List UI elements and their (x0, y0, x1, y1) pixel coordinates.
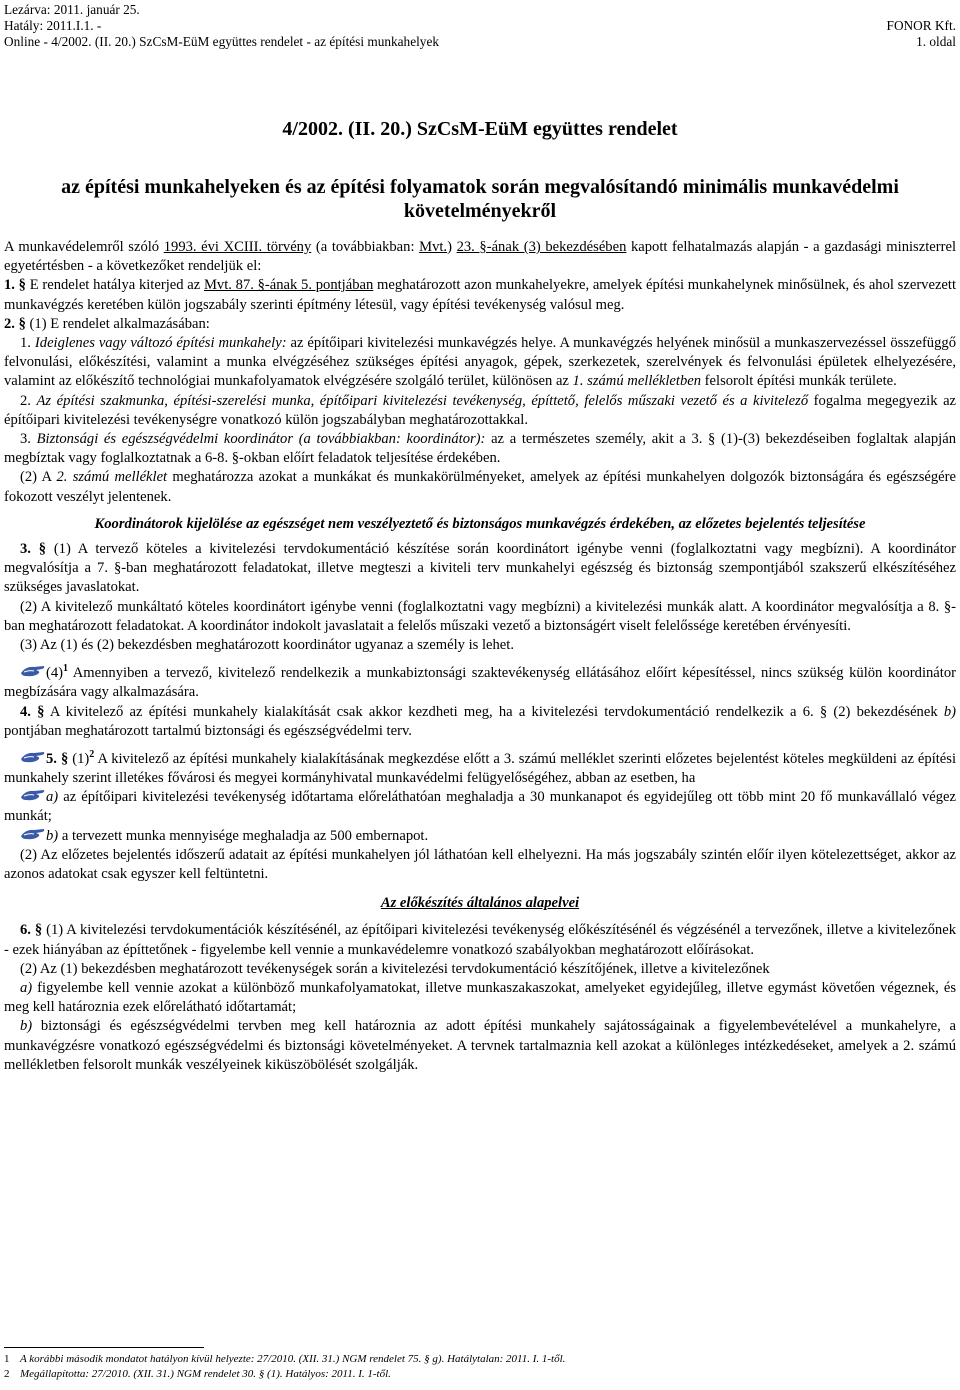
page-subtitle: az építési munkahelyeken és az építési folyamatok során megvalósítandó minimális munkavédelmi követelményekről (61, 176, 899, 222)
section-6-paragraph-2: (2) Az (1) bekezdésben meghatározott tevékenységek során a kivitelezési tervdokumentáció készítőjének, illetve a kivitelezőnek (20, 960, 770, 977)
header-company: FONOR Kft. (886, 18, 956, 33)
footnote-text: A korábbi második mondatot hatályon kívül helyezte: 27/2010. (XII. 31.) NGM rendelet 75. § g). Hatálytalan: 2011. I. 1-től. (20, 1353, 566, 1365)
section-5-paragraph-2: (2) Az előzetes bejelentés időszerű adatait az építési munkahelyen jól láthatóan kell elhelyezni. Ha más jogszabály szintén előír ilyen kötelezettséget, akkor az azonos adatokat csak egyszer kell feltüntetni. (4, 846, 956, 883)
annex-reference: 2. számú melléklet (56, 469, 168, 486)
definition-2 (4, 392, 956, 430)
section-2 (4, 315, 956, 334)
section-text: (1) A kivitelezési tervdokumentációk készítésénél, az építőipari kivitelezési tevékenység előkészítésénél és végzésénél a tervezőnek, illetve a kivitelezőnek - ezek hiányában az építtetőnek - figyelembe kell vennie a munkavédelemre vonatkozó szabályokban meghatározott előírásokat. (4, 922, 956, 958)
section-6 (4, 921, 956, 959)
point-label: b) (46, 827, 59, 844)
section-number: 4. § (20, 703, 45, 720)
definition-text: az építőipari kivitelezési munkavégzés helye. A munkavégzés helyének minősül a munkaszervezéssel összefüggő felvonulási, előkészítési, valamint a munka elvégzéséhez szükséges építési anyagok, gépek, szerkezetek, szerelvények és felvonulási épületek elhelyezésére, valamint az előkészítő technológiai munkafolyamatok elvégzésére szolgáló terület, különösen az (4, 335, 956, 390)
paragraph-text: Amennyiben a tervező, kivitelező rendelkezik a munkabiztonsági szaktevékenység ellátásához előírt képesítéssel, nincs szükség külön koordinátor megbízására vagy alkalmazására. (4, 665, 956, 701)
header-effective: Hatály: 2011.I.1. - (4, 18, 102, 33)
page-title: 4/2002. (II. 20.) SzCsM-EüM együttes rendelet (282, 118, 678, 140)
point-text: figyelembe kell vennie azokat a különböző munkafolyamatokat, illetve munkaszakaszokat, amelyeket egyidejűleg, illetve egymást követően végeznek, és meg kell határoznia ezek előrelátható időtartamát; (4, 980, 956, 1016)
link-mvt[interactable]: Mvt. (419, 239, 448, 255)
section-number: 5. § (46, 750, 69, 767)
section-6-point-b (4, 1017, 956, 1075)
footnote-number: 1 (4, 1353, 10, 1365)
section-2-paragraph-2 (4, 468, 956, 506)
document-body (4, 238, 956, 1075)
point-label: b) (943, 703, 957, 720)
point-text: a tervezett munka mennyisége meghaladja az 500 embernapot. (58, 827, 429, 844)
section-5-point-b (4, 827, 956, 846)
section-5-point-a (4, 788, 956, 826)
point-label: b) (20, 1018, 33, 1035)
amendment-hand-icon[interactable] (20, 664, 46, 678)
definition-text: az a természetes személy, akit a 3. § (1)-(3) bekezdéseiben foglaltak alapján megbíztak vagy foglalkoztatnak a 6-8. §-okban előírt feladatok teljesítése érdekében. (4, 431, 957, 467)
section-3-paragraph-3: (3) Az (1) és (2) bekezdésben meghatározott koordinátor ugyanaz a személy is lehet. (20, 637, 514, 654)
section-5 (4, 745, 956, 788)
section-4 (4, 703, 956, 741)
header-page-number: 1. oldal (916, 34, 956, 49)
link-mvt-23[interactable]: 23. §-ának (3) bekezdésében (456, 239, 627, 255)
section-text: meghatározott azon munkahelyekre, amelyek építési munkahelynek minősülnek, és ahol szervezett munkavégzés keretében külön jogszabály szerinti építmény létesül, vagy építési tevékenység valósul meg. (4, 277, 957, 313)
footnotes (4, 1352, 956, 1382)
item-number: 3. (20, 431, 37, 448)
paragraph-text: (2) A (20, 469, 57, 486)
paragraph-text: meghatározza azokat a munkákat és munkakörülményeket, amelyek az építési munkahelyen dolgozók biztonságára és egészségére fokozott veszélyt jelentenek. (4, 469, 956, 505)
section-3 (4, 540, 956, 598)
point-text: az építőipari kivitelezési tevékenység időtartama előreláthatóan meghaladja a 30 munkanapot és egyidejűleg ott több mint 20 fő munkavállaló végez munkát; (4, 789, 956, 825)
definition-3 (4, 430, 956, 468)
item-number: 1. (20, 335, 35, 352)
paragraph-text: (4) (46, 665, 64, 682)
section-text: pontjában meghatározott tartalmú biztonsági és egészségvédelmi terv. (4, 722, 412, 739)
amendment-hand-icon[interactable] (20, 827, 46, 841)
link-act-1993[interactable]: 1993. évi XCIII. törvény (163, 239, 312, 255)
preamble-text: (a továbbiakban: (311, 239, 420, 255)
footnote-2 (4, 1367, 956, 1382)
section-6-point-a (4, 979, 956, 1017)
amendment-hand-icon[interactable] (20, 788, 46, 802)
section-text: A kivitelező az építési munkahely kialakításának megkezdése előtt a 3. számú melléklet szerinti előzetes bejelentést köteles megküldeni az építési munkahely szerint illetékes fővárosi és megyei kormányhivatal munkavédelmi felügyelőségéhez, abban az esetben, ha (4, 750, 957, 786)
definition-1 (4, 334, 956, 392)
defined-term: Az építési szakmunka, építési-szerelési munka, építőipari kivitelezési tevékenység, építtető, felelős műszaki vezető és a kivitelező (36, 392, 809, 409)
point-label: a) (46, 789, 59, 806)
section-number: 1. § (4, 277, 26, 294)
footnote-divider (4, 1347, 204, 1348)
section-number: 3. § (20, 541, 47, 558)
footnote-ref-1[interactable]: 1 (63, 663, 69, 675)
defined-term: Biztonsági és egészségvédelmi koordinátor (a továbbiakban: koordinátor): (36, 431, 486, 448)
point-label: a) (20, 980, 33, 997)
link-mvt-87[interactable]: Mvt. 87. §-ának 5. pontjában (203, 277, 374, 294)
section-text: (1) E rendelet alkalmazásában: (25, 315, 210, 332)
section-1 (4, 276, 956, 314)
footnote-ref-2[interactable]: 2 (89, 748, 95, 760)
definition-text: fogalma megegyezik az építőipari kivitelezési tevékenységre vonatkozó külön jogszabályban meghatározottakkal. (4, 392, 957, 428)
header-online-title: Online - 4/2002. (II. 20.) SzCsM-EüM együttes rendelet - az építési munkahelyek (4, 34, 439, 49)
section-number: 6. § (20, 922, 43, 939)
annex-reference: 1. számú mellékletben (572, 373, 702, 390)
header-closed-date: Lezárva: 2011. január 25. (4, 2, 140, 17)
heading-preparation: Az előkészítés általános alapelvei (380, 895, 580, 912)
section-3-paragraph-4 (4, 659, 956, 702)
footnote-1 (4, 1352, 956, 1367)
preamble-text: kapott felhatalmazás alapján - a gazdasági miniszterrel egyetértésben - a következőket rendeljük el: (4, 239, 956, 275)
preamble (4, 238, 956, 276)
footnote-number: 2 (4, 1368, 10, 1380)
definition-text: felsorolt építési munkák területe. (701, 373, 897, 390)
section-text: (1) A tervező köteles a kivitelezési tervdokumentáció készítése során koordinátort igénybe venni (foglalkoztatni vagy megbízni). A koordinátor megvalósítja a 7. §-ban meghatározott feladatokat, illetve megteszi a kiviteli terv munkahelyi egészség és biztonság szempontjából szakszerű elkészítéséhez szükséges javaslatokat. (4, 541, 956, 596)
footnote-text: Megállapította: 27/2010. (XII. 31.) NGM rendelet 30. § (1). Hatályos: 2011. I. 1-től. (20, 1368, 391, 1380)
preamble-text: ) (447, 239, 457, 255)
preamble-text: A munkavédelemről szóló (4, 239, 164, 255)
page-header-left (4, 2, 439, 50)
defined-term: Ideiglenes vagy változó építési munkahely: (34, 335, 287, 352)
section-text: E rendelet hatálya kiterjed az (25, 277, 204, 294)
amendment-hand-icon[interactable] (20, 750, 46, 764)
item-number: 2. (20, 392, 37, 409)
section-3-paragraph-2: (2) A kivitelező munkáltató köteles koordinátort igénybe venni (foglalkoztatni vagy megbízni) a kivitelezési munkák alatt. A koordinátor megvalósítja a 8. §-ban meghatározott feladatokat. A koordinátor indokolt javaslatait a felelős műszaki vezető a biztonságért viselt felelőssége keretében érvényesíti. (4, 598, 956, 634)
section-number: 2. § (4, 315, 26, 332)
section-text: A kivitelező az építési munkahely kialakítását csak akkor kezdheti meg, ha a kivitelezési tervdokumentáció rendelkezik a 6. § (2) bekezdésének (44, 703, 944, 720)
heading-coordinators: Koordinátorok kijelölése az egészséget nem veszélyeztető és biztonságos munkavégzés érdekében, az előzetes bejelentés teljesítése (94, 515, 866, 532)
section-text: (1) (68, 750, 90, 767)
point-text: biztonsági és egészségvédelmi tervben meg kell határoznia az adott építési munkahely sajátosságainak a figyelembevételével a munkahelyre, a munkavégzésre vonatkozó egészségvédelmi és biztonsági követelményeket. A tervnek tartalmaznia kell azokat a különleges intézkedéseket, amelyek a 2. számú mellékletben felsorolt munkák veszélyeinek kiküszöbölését szolgálják. (4, 1018, 956, 1073)
